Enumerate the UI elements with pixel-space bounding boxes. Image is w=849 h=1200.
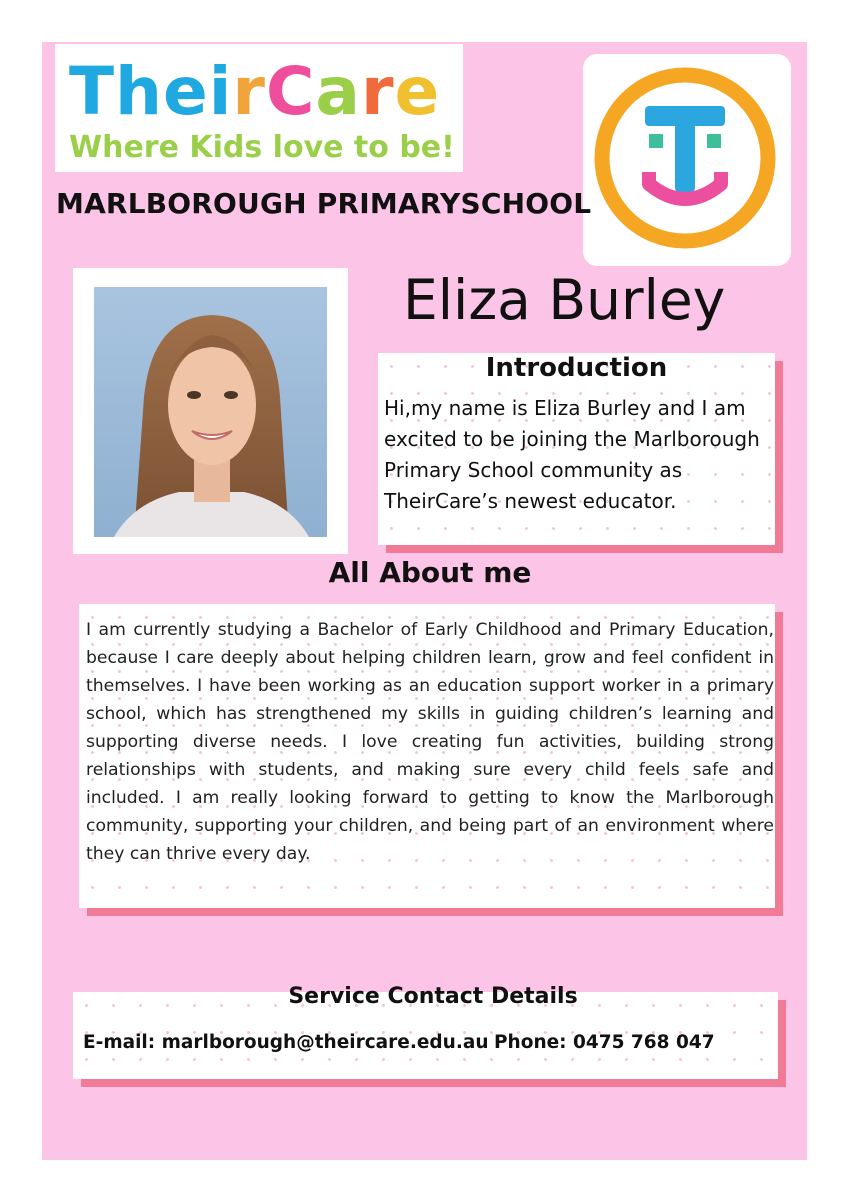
theircare-logo bbox=[55, 44, 463, 172]
about-title: All About me bbox=[328, 556, 532, 589]
introduction-card bbox=[378, 353, 775, 545]
logo-letter: C bbox=[265, 53, 316, 130]
about-text: I am currently studying a Bachelor of Early Childhood and Primary Education, because I care deeply about helping children learn, grow and feel confident in themselves. I have been working as an education support worker in a primary school, which has strengthened my skills in guiding children’s learning and supporting diverse needs. I love creating fun activities, building strong relationships with students, and making sure every child feels safe and included. I am really looking forward to getting to know the Marlborough community, supporting your children, and being part of an environment where they can thrive every day. bbox=[86, 620, 774, 864]
contact-phone[interactable]: Phone: 0475 768 047 bbox=[494, 1032, 715, 1053]
contact-title: Service Contact Details bbox=[288, 984, 578, 1009]
logo-letter: a bbox=[315, 53, 361, 130]
school-name-heading: MARLBOROUGH PRIMARYSCHOOL bbox=[56, 187, 592, 220]
logo-letter: r bbox=[360, 53, 395, 130]
smiley-logo-icon bbox=[583, 54, 791, 266]
smiley-emblem bbox=[583, 54, 791, 266]
contact-email[interactable]: E-mail: marlborough@theircare.edu.au bbox=[83, 1032, 489, 1053]
logo-letter: r bbox=[232, 53, 266, 130]
logo-letter: i bbox=[208, 53, 233, 130]
educator-photo bbox=[94, 287, 327, 537]
educator-name: Eliza Burley bbox=[403, 268, 726, 332]
educator-photo-frame bbox=[73, 268, 348, 554]
logo-letter: T bbox=[69, 53, 116, 130]
logo-letter: e bbox=[163, 53, 209, 130]
logo-tagline: Where Kids love to be! bbox=[69, 130, 455, 165]
logo-letter: h bbox=[115, 53, 164, 130]
logo-wordmark bbox=[69, 52, 440, 132]
introduction-text: Hi,my name is Eliza Burley and I am excited to be joining the Marlborough Primary School community as TheirCare’s newest educator. bbox=[384, 396, 760, 513]
logo-letter: e bbox=[394, 53, 441, 130]
about-card bbox=[79, 604, 775, 908]
introduction-title: Introduction bbox=[485, 353, 668, 383]
contact-card bbox=[73, 984, 778, 1079]
